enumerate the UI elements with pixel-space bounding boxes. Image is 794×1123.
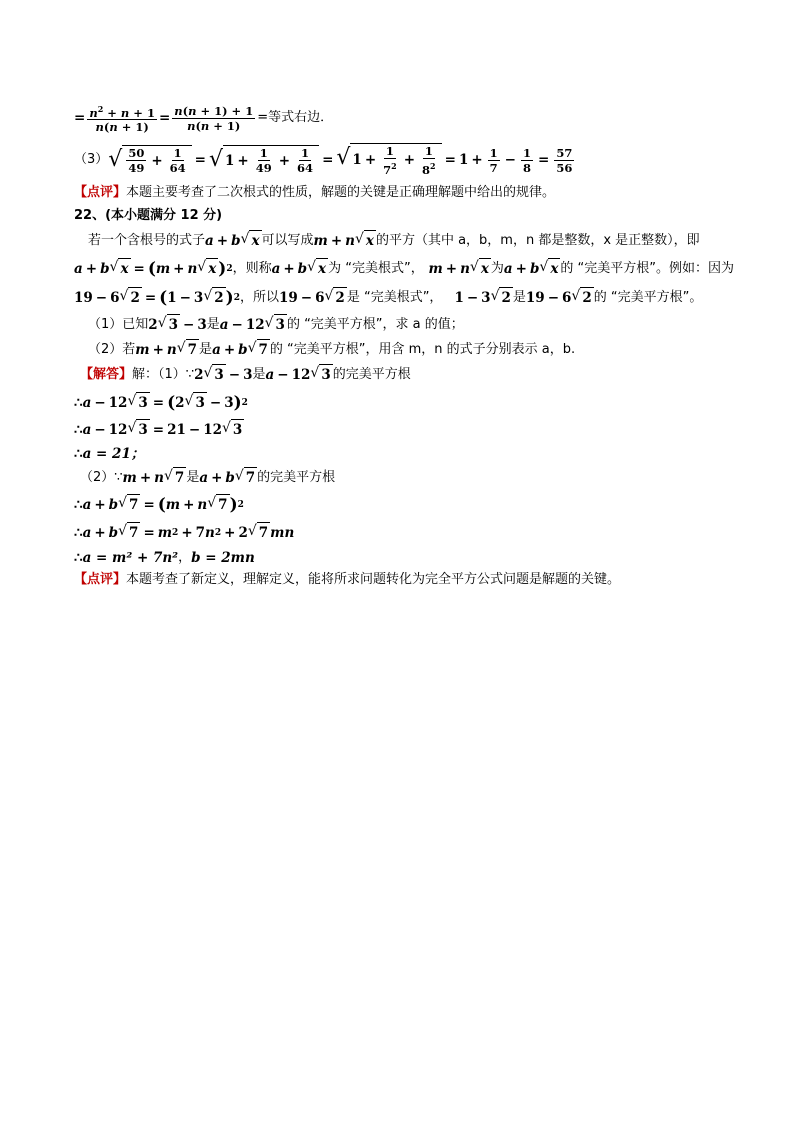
answer-line-1: 【解答】 解：（1）∵ 2 √ 3 − 3 是 a − 12 √ 3 的完美平方根 <box>80 365 411 383</box>
question-heading: 22、(本小题满分 12 分) <box>74 208 223 223</box>
answer-line-6: ∴ a + b √ 7 = ( m + n √ 7 ) 2 <box>74 494 244 515</box>
answer-line-7: ∴ a + b √ 7 = m 2 + 7 n 2 + 2 √ 7 mn <box>74 523 295 541</box>
answer-line-5: （2）∵ m + n √ 7 是 a + b √ 7 的完美平方根 <box>80 468 336 486</box>
comment-text: 本题主要考查了二次根式的性质，解题的关键是正确理解题中给出的规律。 <box>126 185 556 200</box>
item-label: （3） <box>74 152 109 167</box>
answer-line-4: ∴ a = 21； <box>74 446 145 462</box>
answer-line-8: ∴ a = m² + 7n² ， b = 2mn <box>74 550 255 566</box>
comment-line-2 <box>74 570 734 590</box>
equation-line-1: = $\frac{n^2 + n + 1}{n(n + 1)}$ = $\frac{n(n + 1) + 1}{n(n + 1)}$ =等式右边． <box>74 103 334 135</box>
answer-line-2: ∴ a − 12 √ 3 = ( 2 √ 3 − 3 ) 2 <box>74 392 248 413</box>
comment-tag: 【点评】 <box>74 572 127 587</box>
comment-tag: 【点评】 <box>74 185 127 200</box>
answer-tag: 【解答】 <box>80 366 133 382</box>
fraction: $\frac{n(n + 1) + 1}{n(n + 1)}$ <box>174 103 254 133</box>
sub-question-1: （1）已知 2 √ 3 − 3 是 a − 12 √ 3 的 “完美平方根”，求 a 的值； <box>88 315 464 333</box>
answer-line-3: ∴ a − 12 √ 3 = 21 − 12 √ 3 <box>74 420 243 438</box>
equation-line-3: （3） √ $\frac{50}{49}$ + $\frac{1}{64}$ = √ 1 + $\frac{1}{49}$ + $\frac{1}{64}$ = √ 1 + $\frac{1}{7^2}$ + $\frac{1}{8^2}$ = 1 + $\frac{1}{7}$ − $\frac{1}{8}$ = $\frac{57}{56}$ <box>74 144 573 177</box>
equation-tail: =等式右边． <box>257 110 334 125</box>
question-text-3: 19 − 6 √ 2 = ( 1 − 3 √ 2 ) 2 ，所以 19 − 6 √ 2 是 “完美根式”， 1 − 3 √ 2 是 19 − 6 √ 2 的 “完美平方根”。 <box>74 287 703 308</box>
question-text-2: a + b √ x = ( m + n √ x ) 2 ，则称 a + b √ x 为 “完美根式”， m + n √ x 为 a + b √ x 的 “完美平方根”。例如：因为 <box>74 258 734 279</box>
comment-line-1 <box>74 183 734 203</box>
comment-text: 本题考查了新定义，理解定义，能将所求问题转化为完全平方公式问题是解题的关键。 <box>126 572 621 587</box>
fraction: $\frac{n^2 + n + 1}{n(n + 1)}$ <box>89 103 155 135</box>
sub-question-2: （2）若 m + n √ 7 是 a + b √ 7 的 “完美平方根”，用含 m，n 的式子分别表示 a，b. <box>88 340 576 358</box>
question-text-1: 若一个含根号的式子 a + b √ x 可以写成 m + n √ x 的平方（其中 a，b，m，n 都是整数，x 是正整数），即 <box>88 231 700 249</box>
